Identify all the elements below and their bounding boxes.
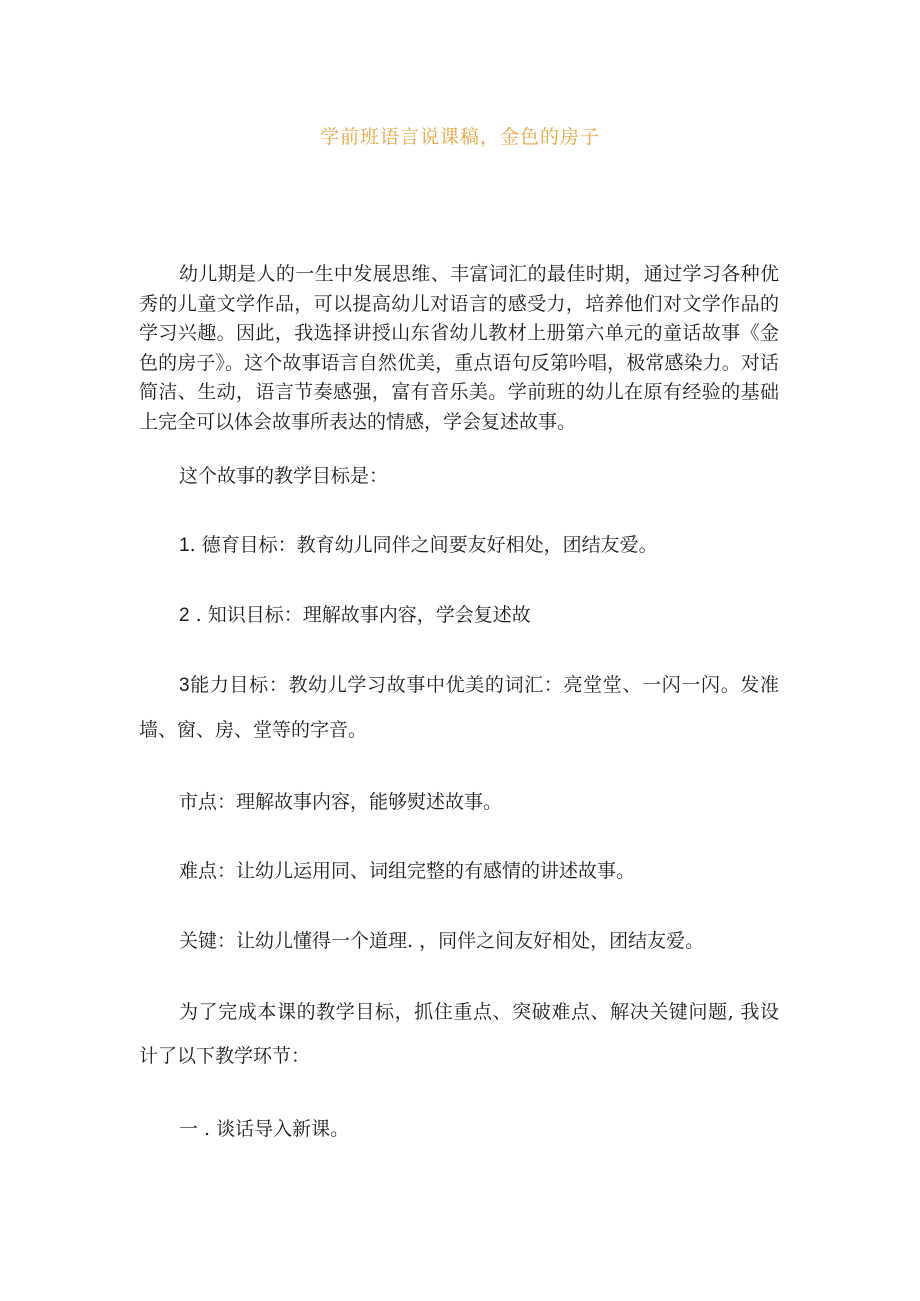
- goal-2-text: . 知识目标：理解故事内容，学会复述故: [189, 604, 531, 626]
- goal-1-text: . 德育目标：教育幼儿同伴之间要友好相处，团结友爱。: [189, 534, 658, 556]
- goal-1: [139, 530, 779, 557]
- goal-3-text: 能力目标：教幼儿学习故事中优美的词汇：亮堂堂、一闪一闪。发准墙、窗、房、堂等的字音。: [139, 674, 779, 741]
- goals-intro: 这个故事的教学目标是：: [179, 465, 389, 487]
- difficulty-point: 难点：让幼儿运用同、词组完整的有感情的讲述故事。: [179, 860, 636, 882]
- intro-paragraph: 幼儿期是人的一生中发展思维、丰富词汇的最佳时期，通过学习各种优秀的儿童文学作品，可以提高幼儿对语言的感受力，培养他们对文学作品的学习兴趣。因此，我选择讲授山东省幼儿教材上册第六单元的童话故事《金色的房子》。这个故事语言自然优美，重点语句反第吟唱，极常感染力。对话简洁、生动，语言节奏感强，富有音乐美。学前班的幼儿在原有经验的基础上完全可以体会故事所表达的情感，学会复述故事。: [139, 263, 779, 433]
- goal-3: [139, 663, 779, 752]
- document-title: 学前班语言说课稿，金色的房子: [319, 126, 600, 148]
- goal-2-number: 2: [179, 605, 190, 626]
- key-point: 市点：理解故事内容，能够熨述故事。: [179, 791, 503, 813]
- goal-2: [139, 600, 779, 627]
- goal-1-number: 1: [179, 535, 190, 556]
- step-1: 一 . 谈话导入新课。: [179, 1118, 350, 1140]
- goal-3-number: 3: [179, 675, 190, 696]
- design-paragraph: 为了完成本课的教学目标，抓住重点、突破难点、解决关键问题, 我设计了以下教学环节：: [139, 1001, 779, 1067]
- key-issue: 关键：让幼儿懂得一个道理. ，同伴之间友好相处，团结友爱。: [179, 930, 705, 952]
